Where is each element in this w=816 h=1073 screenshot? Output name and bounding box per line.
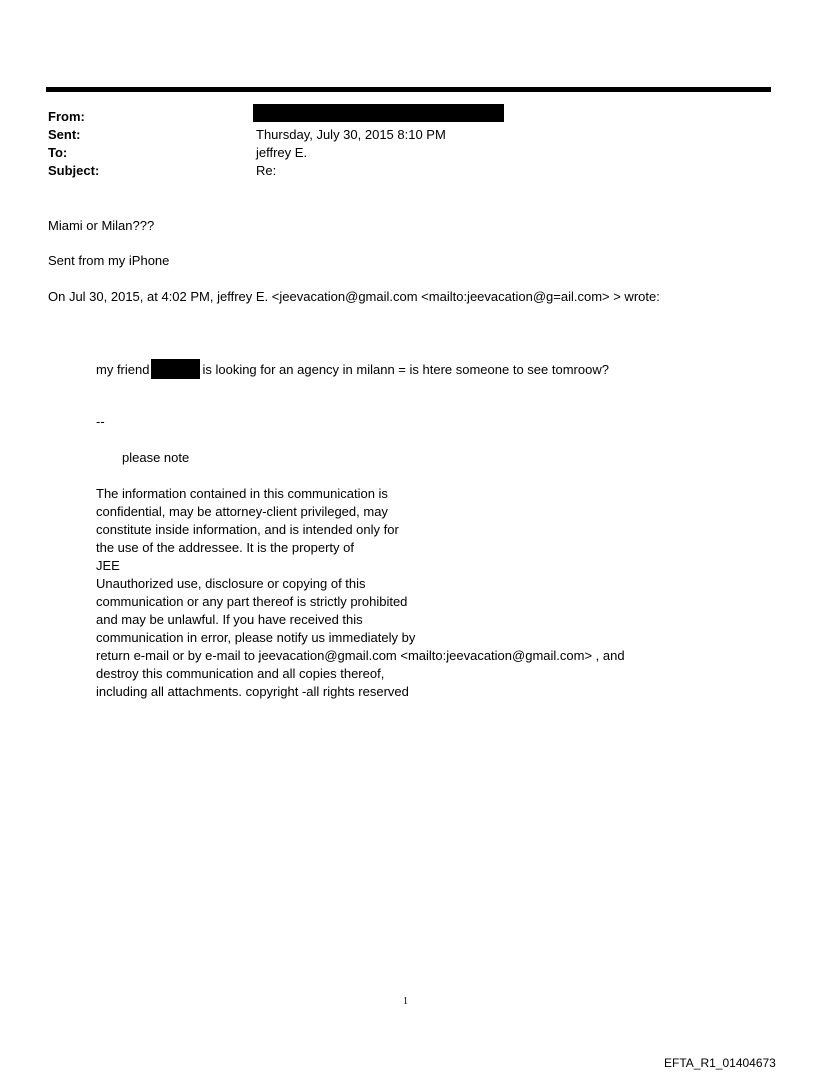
quoted-prefix: my friend [96, 362, 150, 377]
sent-value: Thursday, July 30, 2015 8:10 PM [256, 127, 446, 142]
disclaimer-line: Unauthorized use, disclosure or copying of this [96, 576, 366, 591]
disclaimer-line: JEE [96, 558, 120, 573]
disclaimer-line: communication in error, please notify us immediately by [96, 630, 416, 645]
disclaimer-line: return e-mail or by e-mail to jeevacation@gmail.com <mailto:jeevacation@gmail.com> , and [96, 648, 625, 663]
disclaimer-line: The information contained in this communication is [96, 486, 388, 501]
header-rule [46, 87, 771, 92]
from-redaction [253, 104, 504, 122]
quoted-suffix: is looking for an agency in milann = is htere someone to see tomroow? [202, 362, 609, 377]
signature-dash: -- [96, 414, 105, 429]
sent-label: Sent: [48, 127, 81, 142]
disclaimer-line: constitute inside information, and is intended only for [96, 522, 399, 537]
disclaimer-line: destroy this communication and all copies thereof, [96, 666, 385, 681]
disclaimer-line: communication or any part thereof is strictly prohibited [96, 594, 408, 609]
quoted-message [96, 359, 609, 379]
to-label: To: [48, 145, 68, 160]
page-number: 1 [403, 996, 408, 1007]
from-label: From: [48, 109, 85, 124]
disclaimer-line: the use of the addressee. It is the property of [96, 540, 354, 555]
disclaimer-line: and may be unlawful. If you have received this [96, 612, 363, 627]
subject-label: Subject: [48, 163, 100, 178]
subject-value: Re: [256, 163, 277, 178]
please-note: please note [122, 450, 190, 465]
disclaimer-block [96, 485, 625, 701]
disclaimer-line: including all attachments. copyright -all rights reserved [96, 684, 409, 699]
disclaimer-line: confidential, may be attorney-client privileged, may [96, 504, 388, 519]
quote-intro: On Jul 30, 2015, at 4:02 PM, jeffrey E. <jeevacation@gmail.com <mailto:jeevacation@g=ail.com> > wrote: [48, 289, 660, 304]
document-id: EFTA_R1_01404673 [664, 1056, 776, 1070]
to-value: jeffrey E. [256, 145, 308, 160]
message-line-1: Miami or Milan??? [48, 218, 155, 233]
message-signature: Sent from my iPhone [48, 253, 170, 268]
name-redaction [151, 359, 200, 379]
